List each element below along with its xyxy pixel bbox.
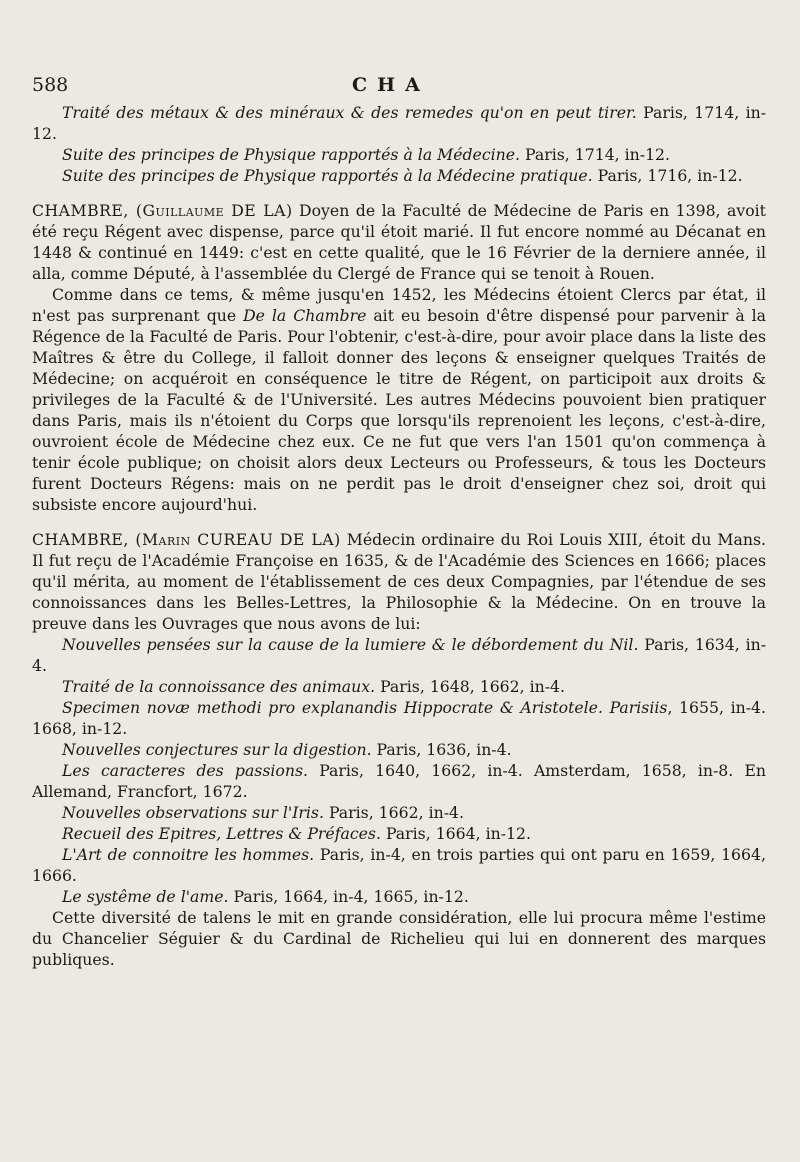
- reference-publication: Paris, 1714, in-12.: [520, 145, 671, 164]
- work-title: Nouvelles conjectures sur la digestion.: [62, 740, 372, 759]
- reference-title: Traité des métaux & des minéraux & des remedes qu'on en peut tirer.: [62, 103, 637, 122]
- reference-publication: Paris, 1716, in-12.: [592, 166, 743, 185]
- work-item: [32, 676, 766, 697]
- entry-guillaume-de-la-chambre: [32, 200, 766, 515]
- reference-item: [32, 165, 766, 186]
- work-title: Les caracteres des passions.: [62, 761, 309, 780]
- reference-item: [32, 102, 766, 144]
- entry-closing-paragraph: Cette diversité de talens le mit en grande considération, elle lui procura même l'estime du Chancelier Séguier & du Cardinal de Richelieu qui lui en donnerent des marques publiques.: [32, 908, 766, 969]
- header-title: CHA: [352, 74, 430, 96]
- running-head: [32, 74, 766, 102]
- work-item: [32, 823, 766, 844]
- work-publication: Paris, 1662, in-4.: [323, 803, 464, 822]
- entry-lead: [32, 200, 766, 284]
- work-title: Nouvelles observations sur l'Iris.: [62, 803, 324, 822]
- reference-title: Suite des principes de Physique rapportés à la Médecine pratique.: [62, 166, 593, 185]
- reference-title: Suite des principes de Physique rapportés à la Médecine.: [62, 145, 521, 164]
- work-title: L'Art de connoitre les hommes.: [62, 845, 315, 864]
- paragraph-text: ait eu besoin d'être dispensé pour parvenir à la Régence de la Faculté de Paris. Pour l'obtenir, c'est-à-dire, pour avoir place dans la liste des Maîtres & être du College, il falloit donner des leçons & enseigner quelques Traités de Médecine; on acquéroit en conséquence le titre de Régent, on participoit aux droits & privileges de la Faculté & de l'Université. Les autres Médecins pouvoient bien pratiquer dans Paris, mais ils n'étoient du Corps que lorsqu'ils reprenoient les leçons, c'est-à-dire, ouvroient école de Médecine chez eux. Ce ne fut que vers l'an 1501 qu'on commença à tenir école publique; on choisit alors deux Lecteurs ou Professeurs, & tous les Docteurs furent Docteurs Régens: mais on ne perdit pas le droit d'enseigner chez soi, droit qui subsiste encore aujourd'hui.: [32, 306, 766, 514]
- work-publication: Paris, 1648, 1662, in-4.: [375, 677, 566, 696]
- work-title: Nouvelles pensées sur la cause de la lumiere & le débordement du Nil.: [62, 635, 639, 654]
- work-item: [32, 760, 766, 802]
- top-references: [32, 102, 766, 186]
- page-text: [32, 102, 766, 970]
- entry-heading: CHAMBRE, (Guillaume DE LA): [32, 201, 293, 220]
- page-number: 588: [32, 74, 69, 96]
- work-item: [32, 697, 766, 739]
- work-publication: Paris, 1636, in-4.: [371, 740, 512, 759]
- work-item: [32, 844, 766, 886]
- work-item: [32, 634, 766, 676]
- entry-lead: [32, 529, 766, 634]
- work-item: [32, 802, 766, 823]
- work-item: [32, 739, 766, 760]
- entry-paragraph: [32, 284, 766, 515]
- entry-lead-text: Médecin ordinaire du Roi Louis XIII, étoit du Mans. Il fut reçu de l'Académie Françoise en 1635, & de l'Académie des Sciences en 1666; places qu'il mérita, au moment de l'établissement de ces deux Compagnies, par l'étendue de ses connoissances dans les Belles-Lettres, la Philosophie & la Médecine. On en trouve la preuve dans les Ouvrages que nous avons de lui:: [32, 530, 766, 633]
- work-title: Recueil des Epitres, Lettres & Préfaces.: [62, 824, 381, 843]
- work-publication: Paris, in-4, en trois parties qui ont paru en 1659, 1664, 1666.: [32, 845, 766, 885]
- work-title: Traité de la connoissance des animaux.: [62, 677, 376, 696]
- entry-heading: CHAMBRE, (Marin CUREAU DE LA): [32, 530, 341, 549]
- entry-marin-cureau-de-la-chambre: [32, 529, 766, 970]
- reference-publication: Paris, 1714, in-12.: [32, 103, 766, 143]
- work-publication: Paris, 1664, in-12.: [380, 824, 531, 843]
- entry-lead-text: Doyen de la Faculté de Médecine de Paris en 1398, avoit été reçu Régent avec dispense, parce qu'il étoit marié. Il fut encore nommé au Décanat en 1448 & continué en 1449: c'est en cette qualité, que le 16 Février de la derniere année, il alla, comme Député, à l'assemblée du Clergé de France qui se tenoit à Rouen.: [32, 201, 766, 283]
- reference-item: [32, 144, 766, 165]
- work-title: Specimen novæ methodi pro explanandis Hippocrate & Aristotele. Parisiis: [62, 698, 668, 717]
- works-list: [32, 634, 766, 907]
- work-publication: , 1655, in-4. 1668, in-12.: [32, 698, 766, 738]
- work-publication: Paris, 1664, in-4, 1665, in-12.: [228, 887, 469, 906]
- work-publication: Paris, 1640, 1662, in-4. Amsterdam, 1658, in-8. En Allemand, Francfort, 1672.: [32, 761, 766, 801]
- work-publication: Paris, 1634, in-4.: [32, 635, 766, 675]
- paragraph-text: Comme dans ce tems, & même jusqu'en 1452, les Médecins étoient Clercs par état, il n'est pas surprenant que: [32, 285, 766, 325]
- work-item: [32, 886, 766, 907]
- work-title: Le systême de l'ame.: [62, 887, 229, 906]
- paragraph-italic-name: De la Chambre: [243, 306, 367, 325]
